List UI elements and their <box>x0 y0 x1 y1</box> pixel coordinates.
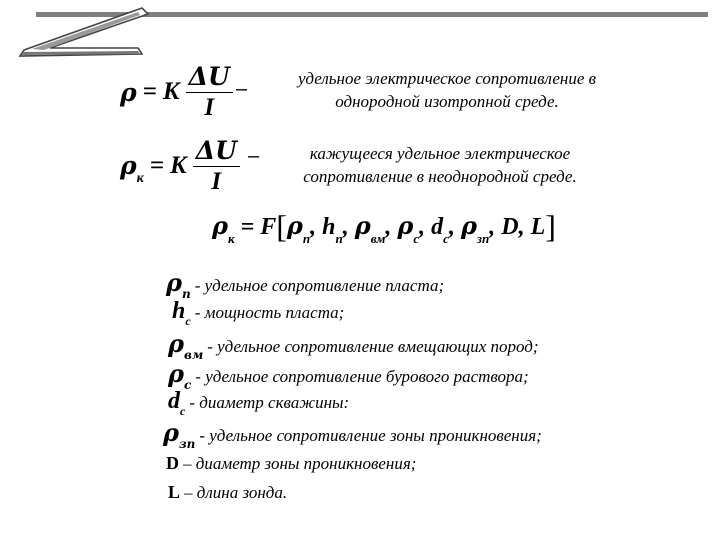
formula3-arg: ρ <box>397 211 414 240</box>
legend-item-rho-p <box>166 268 445 301</box>
legend-symbol <box>172 298 191 328</box>
formula-rho-eq: = <box>142 78 157 105</box>
formula-rho <box>120 62 233 122</box>
legend-text: – диаметр зоны проникновения; <box>183 454 417 473</box>
legend-item-d-c <box>168 388 350 418</box>
formula3-close-bracket: ] <box>545 208 556 244</box>
legend-text: - удельное сопротивление пласта; <box>194 276 445 295</box>
formula-rho-dash: – <box>236 78 248 100</box>
legend-text: – длина зонда. <box>184 483 288 502</box>
formula-rho-k-description: кажущееся удельное электрическое сопротивление в неоднородной среде. <box>303 144 577 186</box>
formula-rho-lhs: ρ <box>120 77 137 107</box>
formula3-arg-sub: зп <box>476 231 490 246</box>
formula3-open-bracket: [ <box>276 208 287 244</box>
legend-symbol <box>168 388 186 418</box>
formula-rho-denominator: I <box>204 94 215 121</box>
formula-rho-fraction <box>186 62 233 122</box>
formula-rho-k-lhs: ρ <box>120 151 137 180</box>
legend-item-rho-vm <box>168 329 539 362</box>
legend-symbol <box>163 418 196 451</box>
legend-item-rho-c <box>168 359 529 392</box>
legend-symbol-main: ρ <box>168 359 184 388</box>
formula-rho-coef: K <box>162 78 180 105</box>
formula-rho-k-eq: = <box>149 152 164 179</box>
formula3-arg: d <box>431 214 444 240</box>
legend-symbol <box>166 268 191 301</box>
formula-rho-k-lhs-sub: к <box>136 171 144 186</box>
legend-item-h-c <box>172 298 345 328</box>
formula3-fn: F <box>260 214 277 240</box>
legend-symbol-main: d <box>168 388 180 414</box>
legend-symbol-main: h <box>172 298 186 324</box>
legend-symbol <box>168 359 192 392</box>
legend-text: - мощность пласта; <box>194 303 345 322</box>
legend-symbol: D <box>166 453 179 473</box>
formula-rho-k-numerator: ΔU <box>193 136 240 167</box>
formula-rho-k-dash: – <box>248 145 260 167</box>
formula3-arg: L <box>530 214 546 240</box>
legend-symbol <box>168 329 204 362</box>
stripe-arrow-logo-icon <box>10 2 160 58</box>
legend-symbol-main: ρ <box>168 329 184 358</box>
legend-symbol: L <box>168 482 181 502</box>
formula3-arg: ρ <box>460 211 477 240</box>
legend-text: - удельное сопротивление зоны проникновения; <box>199 426 542 445</box>
formula3-arg: h <box>322 214 336 240</box>
formula3-arg-sub: с <box>413 231 420 246</box>
formula3-arg-sub: с <box>443 231 449 246</box>
formula-rho-k-coef: K <box>170 152 187 179</box>
formula-rho-k-function: $\rho_к = F[\rho_п$, $h_п$, $\rho_{вм}$, $\rho_с$, $d_с$, $\rho_{зп}$, D, L] <box>212 208 556 246</box>
formula3-arg-sub: вм <box>370 231 386 246</box>
formula3-lhs-sub: к <box>227 231 235 246</box>
legend-text: - удельное сопротивление вмещающих пород; <box>207 337 539 356</box>
formula3-eq: = <box>240 214 255 240</box>
formula-rho-numerator: ΔU <box>186 62 233 93</box>
formula3-arg: D <box>501 214 519 240</box>
legend-symbol-sub: с <box>183 378 192 392</box>
formula3-arg-sub: п <box>302 231 311 246</box>
formula3-lhs: ρ <box>212 211 228 240</box>
formula3-arg: ρ <box>354 211 371 240</box>
formula-rho-k <box>120 136 240 196</box>
formula-rho-k-fraction <box>193 136 240 196</box>
legend-item-L <box>168 482 287 503</box>
legend-symbol-sub: вм <box>183 348 204 362</box>
legend-symbol-sub: с <box>180 404 186 418</box>
legend-text: - диаметр скважины: <box>189 393 350 412</box>
legend-item-D <box>166 453 416 474</box>
legend-item-rho-zp <box>163 418 542 451</box>
legend-symbol-sub: п <box>181 287 191 301</box>
formula3-arg-sub: п <box>335 231 343 246</box>
formula-rho-k-denominator: I <box>211 168 222 195</box>
legend-symbol-sub: с <box>185 314 191 328</box>
formula-rho-description: удельное электрическое сопротивление в однородной изотропной среде. <box>297 69 597 111</box>
legend-text: - удельное сопротивление бурового раствора; <box>195 367 529 386</box>
formula3-arg: ρ <box>286 211 303 240</box>
legend-symbol-main: ρ <box>163 418 179 447</box>
legend-symbol-sub: зп <box>178 437 196 451</box>
legend-symbol-main: ρ <box>166 268 182 297</box>
